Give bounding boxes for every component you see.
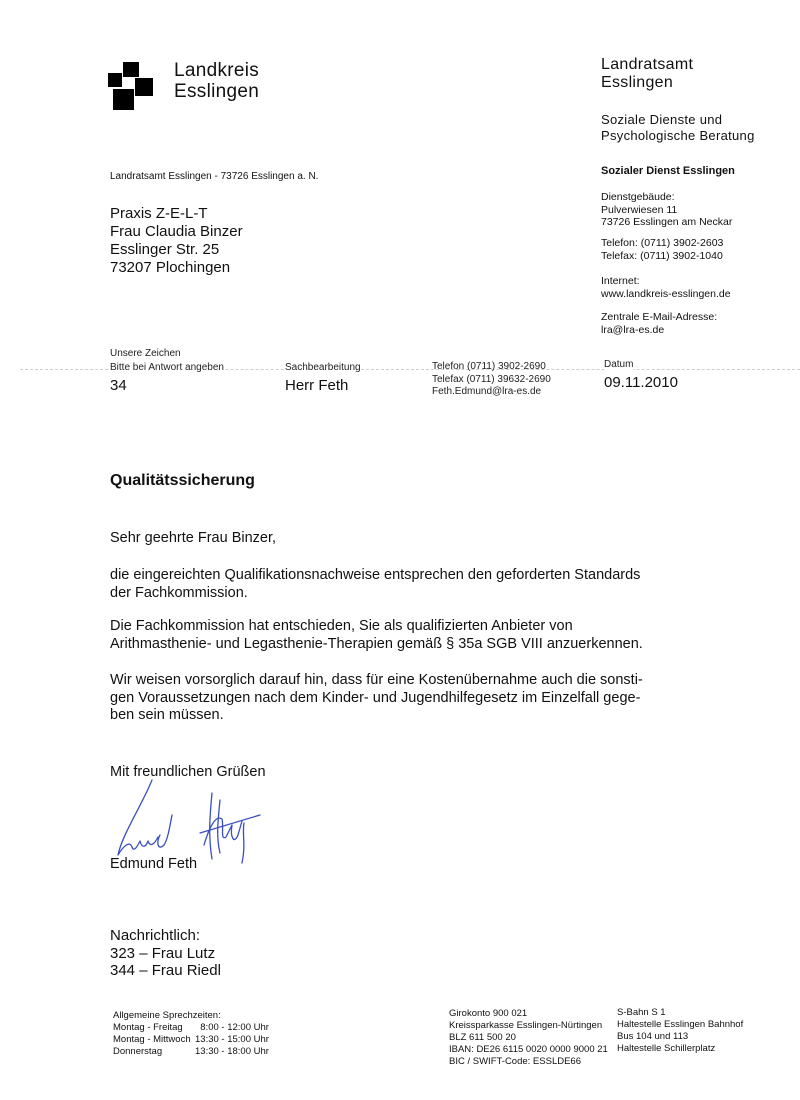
- clerk-phone: Telefon (0711) 3902-2690: [432, 361, 546, 372]
- paragraph-line: der Fachkommission.: [110, 584, 248, 601]
- office-hours: [113, 1010, 269, 1058]
- paragraph-line: die eingereichten Qualifikationsnachweise entsprechen den geforderten Standards: [110, 567, 641, 583]
- transit-line: S-Bahn S 1: [617, 1007, 666, 1018]
- internet-block: [601, 275, 731, 300]
- office-hours-row: [113, 1022, 269, 1034]
- clerk-email[interactable]: Feth.Edmund@lra-es.de: [432, 386, 542, 397]
- paragraph-line: gen Voraussetzungen nach dem Kinder- und Jugendhilfegesetz im Einzelfall gege-: [110, 689, 641, 706]
- our-sign-value: 34: [110, 377, 127, 394]
- email-label: Zentrale E-Mail-Adresse:: [601, 311, 718, 323]
- email-link[interactable]: lra@lra-es.de: [601, 323, 665, 336]
- paragraph-line: Arithmasthenie- und Legasthenie-Therapien gemäß § 35a SGB VIII anzuerkennen.: [110, 635, 643, 652]
- hours-day: Donnerstag: [113, 1046, 163, 1057]
- recipient-address: [110, 205, 243, 277]
- bank-line: IBAN: DE26 6115 0020 0000 9000 21: [449, 1044, 608, 1055]
- recipient-line: 73207 Plochingen: [110, 259, 231, 276]
- bank-line: BIC / SWIFT-Code: ESSLDE66: [449, 1056, 581, 1067]
- email-block: [601, 311, 717, 336]
- internet-link[interactable]: www.landkreis-esslingen.de: [601, 287, 731, 300]
- office-hours-row: [113, 1046, 269, 1058]
- bank-line: Girokonto 900 021: [449, 1008, 528, 1019]
- date-label: Datum: [604, 359, 634, 370]
- paragraph-line: Die Fachkommission hat entschieden, Sie als qualifizierten Anbieter von: [110, 618, 573, 634]
- hours-time: 8:00 - 12:00 Uhr: [195, 1022, 269, 1033]
- our-sign-label: Unsere Zeichen: [110, 348, 181, 359]
- building-address: [601, 191, 732, 229]
- bank-details: [449, 1008, 608, 1068]
- date-value: 09.11.2010: [604, 374, 678, 391]
- internet-label: Internet:: [601, 275, 640, 287]
- logo-line-1: Landkreis: [174, 60, 260, 81]
- building-city: 73726 Esslingen am Neckar: [601, 216, 733, 228]
- recipient-line: Esslinger Str. 25: [110, 241, 220, 258]
- salutation: Sehr geehrte Frau Binzer,: [110, 530, 277, 546]
- department-line-1: Soziale Dienste und: [601, 112, 723, 127]
- recipient-line: Praxis Z-E-L-T: [110, 205, 208, 222]
- office-hours-label: Allgemeine Sprechzeiten:: [113, 1010, 221, 1021]
- department-name: [601, 112, 755, 143]
- logo-wordmark: [174, 60, 259, 102]
- hours-day: Montag - Freitag: [113, 1022, 183, 1033]
- paragraph-line: Wir weisen vorsorglich darauf hin, dass für eine Kostenübernahme auch die sonsti-: [110, 672, 643, 688]
- paragraph-2: [110, 618, 750, 653]
- office-hours-row: [113, 1034, 269, 1046]
- department-line-2: Psychologische Beratung: [601, 127, 755, 143]
- transit-line: Haltestelle Esslingen Bahnhof: [617, 1019, 744, 1030]
- signer-name: Edmund Feth: [110, 856, 198, 872]
- office-title: [601, 56, 693, 92]
- letter-subject: Qualitätssicherung: [110, 472, 255, 489]
- transit-info: [617, 1007, 743, 1055]
- clerk-value: Herr Feth: [285, 377, 349, 394]
- service-name: Sozialer Dienst Esslingen: [601, 165, 735, 177]
- cc-entry: 344 – Frau Riedl: [110, 962, 221, 979]
- landkreis-logo: [108, 60, 158, 110]
- hours-time: 13:30 - 18:00 Uhr: [195, 1046, 269, 1057]
- transit-line: Bus 104 und 113: [617, 1031, 689, 1042]
- office-title-line-1: Landratsamt: [601, 56, 694, 73]
- sender-return-line: Landratsamt Esslingen - 73726 Esslingen a. N.: [110, 171, 319, 182]
- clerk-contact: [432, 361, 551, 399]
- office-title-line-2: Esslingen: [601, 74, 674, 91]
- cc-label: Nachrichtlich:: [110, 927, 201, 944]
- reply-label: Bitte bei Antwort angeben: [110, 362, 224, 373]
- office-phone: Telefon: (0711) 3902-2603: [601, 237, 724, 249]
- recipient-line: Frau Claudia Binzer: [110, 223, 243, 240]
- hours-time: 13:30 - 15:00 Uhr: [195, 1034, 269, 1045]
- cc-entry: 323 – Frau Lutz: [110, 944, 216, 962]
- office-fax: Telefax: (0711) 3902-1040: [601, 249, 723, 262]
- building-street: Pulverwiesen 11: [601, 203, 678, 216]
- bank-line: BLZ 611 500 20: [449, 1032, 516, 1043]
- closing-phrase: Mit freundlichen Grüßen: [110, 764, 266, 780]
- paragraph-3: [110, 672, 750, 725]
- clerk-fax: Telefax (0711) 39632-2690: [432, 373, 551, 385]
- bank-line: Kreissparkasse Esslingen-Nürtingen: [449, 1020, 603, 1031]
- paragraph-line: ben sein müssen.: [110, 707, 224, 723]
- paragraph-1: [110, 567, 730, 602]
- clerk-label: Sachbearbeitung: [285, 362, 361, 373]
- cc-block: [110, 927, 221, 980]
- transit-line: Haltestelle Schillerplatz: [617, 1043, 716, 1054]
- hours-day: Montag - Mittwoch: [113, 1034, 191, 1045]
- logo-line-2: Esslingen: [174, 81, 260, 102]
- office-phone-block: [601, 237, 723, 262]
- building-label: Dienstgebäude:: [601, 191, 675, 203]
